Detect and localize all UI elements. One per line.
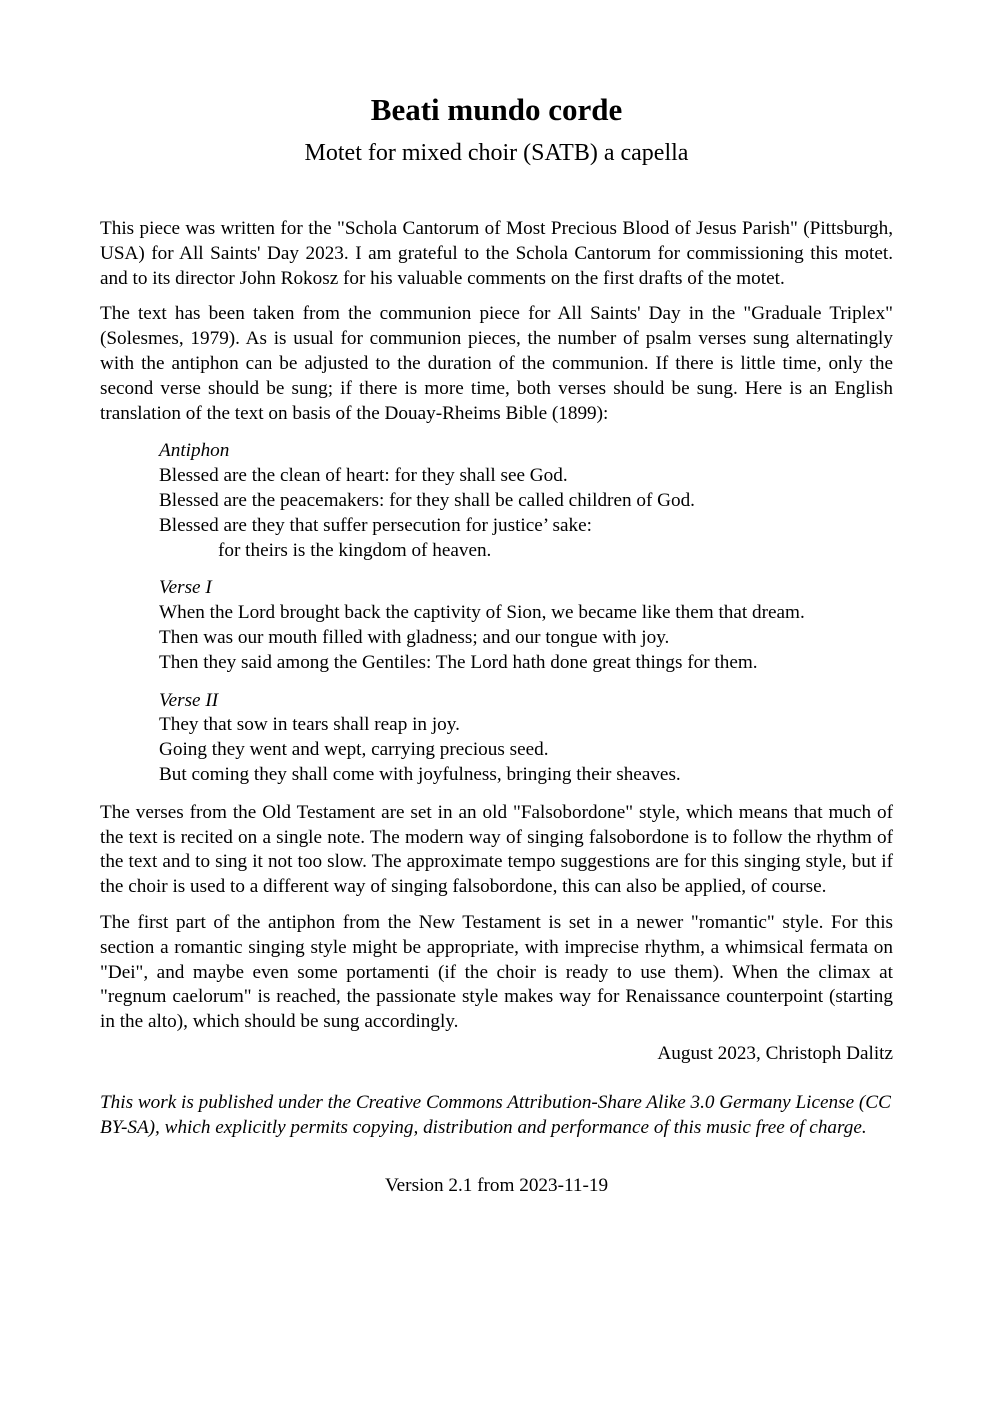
antiphon-block — [159, 439, 893, 563]
romantic-paragraph: The first part of the antiphon from the New Testament is set in a newer "romantic" style. For this section a romantic singing style might be appropriate, with imprecise rhythm, a whimsical fermata on "Dei", and maybe even some portamenti (if the choir is ready to use them). When the climax at "regnum caelorum" is reached, the passionate style makes way for Renaissance counterpoint (starting in the alto), which should be sung accordingly. — [100, 911, 893, 1033]
verse1-line: Then was our mouth filled with gladness; and our tongue with joy. — [159, 626, 670, 648]
antiphon-heading: Antiphon — [159, 440, 230, 462]
verse2-line: They that sow in tears shall reap in joy. — [159, 714, 460, 736]
verse2-block — [159, 689, 893, 788]
verse2-line: Going they went and wept, carrying precious seed. — [159, 739, 549, 761]
verse1-line: Then they said among the Gentiles: The Lord hath done great things for them. — [159, 651, 758, 673]
verse2-line: But coming they shall come with joyfulness, bringing their sheaves. — [159, 763, 681, 785]
document-title: Beati mundo corde — [370, 92, 623, 127]
verse1-block — [159, 576, 893, 675]
antiphon-line: Blessed are they that suffer persecution for justice’ sake: — [159, 514, 592, 536]
antiphon-line-indented: for theirs is the kingdom of heaven. — [218, 539, 492, 561]
verse1-heading: Verse I — [159, 577, 212, 599]
signature-line: August 2023, Christoph Dalitz — [657, 1042, 893, 1064]
falsobordone-paragraph: The verses from the Old Testament are set in an old "Falsobordone" style, which means that much of the text is recited on a single note. The modern way of singing falsobordone is to follow the rhythm of the text and to sing it not too slow. The approximate tempo suggestions are for this singing style, but if the choir is used to a different way of singing falsobordone, this can also be applied, of course. — [100, 801, 893, 898]
document-page — [100, 92, 893, 1199]
text-source-paragraph: The text has been taken from the communion piece for All Saints' Day in the "Graduale Triplex" (Solesmes, 1979). As is usual for communion pieces, the number of psalm verses sung alternatingly with the antiphon can be adjusted to the duration of the communion. If there is little time, only the second verse should be sung; if there is more time, both verses should be sung. Here is an English translation of the text on basis of the Douay-Rheims Bible (1899): — [100, 303, 893, 424]
verse1-line: When the Lord brought back the captivity of Sion, we became like them that dream. — [159, 602, 805, 624]
verse2-heading: Verse II — [159, 689, 219, 711]
version-line: Version 2.1 from 2023-11-19 — [384, 1175, 609, 1197]
intro-paragraph: This piece was written for the "Schola Cantorum of Most Precious Blood of Jesus Parish" (Pittsburgh, USA) for All Saints' Day 2023. I am grateful to the Schola Cantorum for commissioning this motet. and to its director John Rokosz for his valuable comments on the first drafts of the motet. — [100, 218, 893, 289]
license-notice: This work is published under the Creative Commons Attribution-Share Alike 3.0 Germany License (CC BY-SA), which explicitly permits copying, distribution and performance of this music free of charge. — [100, 1091, 891, 1138]
antiphon-line: Blessed are the clean of heart: for they shall see God. — [159, 465, 568, 487]
antiphon-line: Blessed are the peacemakers: for they shall be called children of God. — [159, 489, 695, 511]
document-subtitle: Motet for mixed choir (SATB) a capella — [304, 140, 689, 166]
